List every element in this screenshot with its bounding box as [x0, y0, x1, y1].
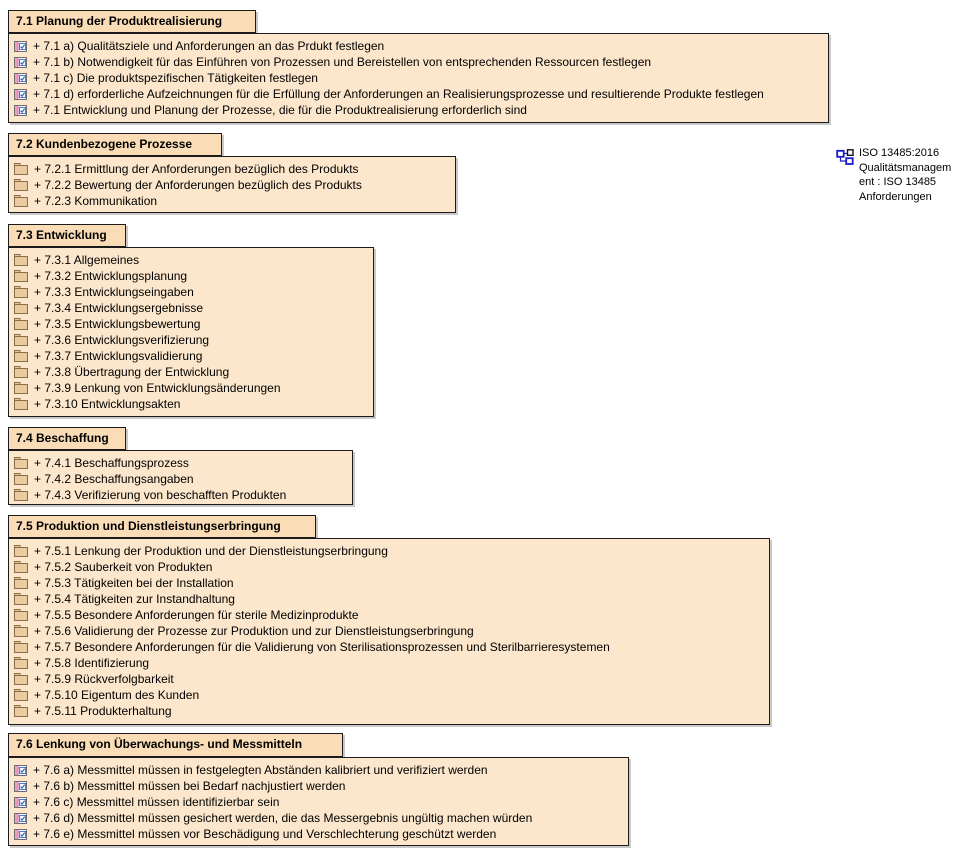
package-icon [14, 489, 28, 501]
list-item-label: + 7.5.1 Lenkung der Produktion und der Dienstleistungserbringung [34, 544, 388, 558]
list-item-label: + 7.4.2 Beschaffungsangaben [34, 472, 194, 486]
list-item[interactable] [13, 591, 769, 607]
list-item-label: + 7.2.1 Ermittlung der Anforderungen bezüglich des Produkts [34, 162, 359, 176]
list-item[interactable] [13, 54, 828, 70]
package-icon [14, 673, 28, 685]
list-item[interactable] [13, 794, 628, 810]
list-item[interactable] [13, 284, 373, 300]
list-item-label: + 7.3.1 Allgemeines [34, 253, 140, 267]
note-line: Anforderungen [859, 190, 932, 203]
package-icon [14, 705, 28, 717]
list-item-label: + 7.6 a) Messmittel müssen in festgelegten Abständen kalibriert und verifiziert werden [33, 763, 488, 777]
list-item[interactable] [13, 316, 373, 332]
list-item[interactable] [13, 623, 769, 639]
list-item[interactable] [13, 607, 769, 623]
requirement-icon [14, 781, 27, 792]
list-item[interactable] [13, 671, 769, 687]
section-7-2-body [8, 156, 456, 213]
note-text [859, 146, 963, 204]
package-icon [14, 641, 28, 653]
list-item-label: + 7.1 a) Qualitätsziele und Anforderungen an das Prdukt festlegen [33, 39, 385, 53]
list-item-label: + 7.5.7 Besondere Anforderungen für die Validierung von Sterilisationsprozessen und Sterilbarrieresystemen [34, 640, 610, 654]
package-icon [14, 366, 28, 378]
list-item-label: + 7.4.3 Verifizierung von beschafften Produkten [34, 488, 287, 502]
list-item[interactable] [13, 161, 455, 177]
list-item[interactable] [13, 177, 455, 193]
note-line: Qualitätsmanagem [859, 161, 952, 174]
package-icon [14, 398, 28, 410]
list-item[interactable] [13, 268, 373, 284]
model-tree-icon [836, 149, 854, 170]
list-item[interactable] [13, 380, 373, 396]
list-item[interactable] [13, 70, 828, 86]
section-7-6-header[interactable]: 7.6 Lenkung von Überwachungs- und Messmitteln [8, 733, 343, 757]
package-icon [14, 609, 28, 621]
list-item-label: + 7.6 b) Messmittel müssen bei Bedarf nachjustiert werden [33, 779, 346, 793]
package-icon [14, 318, 28, 330]
list-item-label: + 7.5.5 Besondere Anforderungen für sterile Medizinprodukte [34, 608, 359, 622]
list-item-label: + 7.2.2 Bewertung der Anforderungen bezüglich des Produkts [34, 178, 362, 192]
list-item-label: + 7.5.4 Tätigkeiten zur Instandhaltung [34, 592, 235, 606]
list-item[interactable] [13, 826, 628, 842]
package-icon [14, 350, 28, 362]
list-item-label: + 7.3.2 Entwicklungsplanung [34, 269, 188, 283]
list-item[interactable] [13, 639, 769, 655]
requirement-icon [14, 765, 27, 776]
list-item[interactable] [13, 559, 769, 575]
requirement-icon [14, 89, 27, 100]
section-7-5-body [8, 538, 770, 725]
list-item-label: + 7.3.8 Übertragung der Entwicklung [34, 365, 230, 379]
list-item-label: + 7.1 c) Die produktspezifischen Tätigkeiten festlegen [33, 71, 318, 85]
list-item-label: + 7.3.7 Entwicklungsvalidierung [34, 349, 203, 363]
list-item-label: + 7.5.6 Validierung der Prozesse zur Produktion und zur Dienstleistungserbringung [34, 624, 474, 638]
list-item-label: + 7.6 e) Messmittel müssen vor Beschädigung und Verschlechterung geschützt werden [33, 827, 497, 841]
list-item[interactable] [13, 38, 828, 54]
package-icon [14, 545, 28, 557]
package-icon [14, 457, 28, 469]
requirement-icon [14, 105, 27, 116]
list-item-label: + 7.3.3 Entwicklungseingaben [34, 285, 194, 299]
list-item-label: + 7.1 b) Notwendigkeit für das Einführen von Prozessen und Bereistellen von entsprechenden Ressourcen festlegen [33, 55, 652, 69]
list-item[interactable] [13, 703, 769, 719]
section-7-5-header[interactable]: 7.5 Produktion und Dienstleistungserbringung [8, 515, 316, 538]
list-item-label: + 7.1 d) erforderliche Aufzeichnungen für die Erfüllung der Anforderungen an Realisierungsprozesse und resultierende Produkte festlegen [33, 87, 764, 101]
list-item[interactable] [13, 252, 373, 268]
list-item[interactable] [13, 543, 769, 559]
package-icon [14, 561, 28, 573]
list-item-label: + 7.3.6 Entwicklungsverifizierung [34, 333, 210, 347]
note-line: ent : ISO 13485 [859, 176, 937, 188]
list-item[interactable] [13, 86, 828, 102]
list-item-label: + 7.3.10 Entwicklungsakten [34, 397, 181, 411]
list-item-label: + 7.5.2 Sauberkeit von Produkten [34, 560, 213, 574]
list-item[interactable] [13, 575, 769, 591]
list-item-label: + 7.6 d) Messmittel müssen gesichert werden, die das Messergebnis ungültig machen würden [33, 811, 533, 825]
package-icon [14, 286, 28, 298]
package-icon [14, 593, 28, 605]
list-item[interactable] [13, 762, 628, 778]
package-icon [14, 689, 28, 701]
package-icon [14, 163, 28, 175]
list-item-label: + 7.3.5 Entwicklungsbewertung [34, 317, 201, 331]
section-7-6-body [8, 757, 629, 846]
requirement-icon [14, 813, 27, 824]
list-item-label: + 7.3.9 Lenkung von Entwicklungsänderungen [34, 381, 281, 395]
note-line: ISO 13485:2016 [859, 147, 940, 159]
list-item-label: + 7.5.9 Rückverfolgbarkeit [34, 672, 174, 686]
list-item-label: + 7.3.4 Entwicklungsergebnisse [34, 301, 204, 315]
section-7-1-header[interactable]: 7.1 Planung der Produktrealisierung [8, 10, 256, 33]
package-icon [14, 179, 28, 191]
package-icon [14, 382, 28, 394]
package-icon [14, 195, 28, 207]
list-item[interactable] [13, 471, 352, 487]
requirement-icon [14, 73, 27, 84]
list-item[interactable] [13, 655, 769, 671]
list-item[interactable] [13, 687, 769, 703]
section-7-4-header[interactable]: 7.4 Beschaffung [8, 427, 126, 450]
section-7-3-header[interactable]: 7.3 Entwicklung [8, 224, 126, 247]
package-icon [14, 577, 28, 589]
list-item[interactable] [13, 300, 373, 316]
list-item-label: + 7.5.10 Eigentum des Kunden [34, 688, 200, 702]
package-icon [14, 270, 28, 282]
list-item-label: + 7.1 Entwicklung und Planung der Prozesse, die für die Produktrealisierung erforderlich sind [33, 103, 527, 117]
list-item[interactable] [13, 364, 373, 380]
list-item[interactable] [13, 193, 455, 209]
section-7-1-body [8, 33, 829, 123]
requirement-icon [14, 797, 27, 808]
section-7-4-body [8, 450, 353, 505]
list-item[interactable] [13, 332, 373, 348]
list-item[interactable] [13, 396, 373, 412]
list-item[interactable] [13, 348, 373, 364]
list-item[interactable] [13, 810, 628, 826]
list-item-label: + 7.4.1 Beschaffungsprozess [34, 456, 189, 470]
list-item-label: + 7.6 c) Messmittel müssen identifizierbar sein [33, 795, 280, 809]
section-7-3-body [8, 247, 374, 417]
requirement-icon [14, 829, 27, 840]
package-icon [14, 334, 28, 346]
list-item[interactable] [13, 487, 352, 503]
requirement-icon [14, 41, 27, 52]
section-7-2-header[interactable]: 7.2 Kundenbezogene Prozesse [8, 133, 222, 156]
list-item-label: + 7.2.3 Kommunikation [34, 194, 158, 208]
package-icon [14, 473, 28, 485]
package-icon [14, 302, 28, 314]
package-icon [14, 657, 28, 669]
package-icon [14, 254, 28, 266]
requirement-icon [14, 57, 27, 68]
list-item-label: + 7.5.11 Produkterhaltung [34, 704, 172, 718]
package-icon [14, 625, 28, 637]
list-item[interactable] [13, 778, 628, 794]
list-item-label: + 7.5.8 Identifizierung [34, 656, 150, 670]
list-item-label: + 7.5.3 Tätigkeiten bei der Installation [34, 576, 234, 590]
list-item[interactable] [13, 455, 352, 471]
list-item[interactable] [13, 102, 828, 118]
